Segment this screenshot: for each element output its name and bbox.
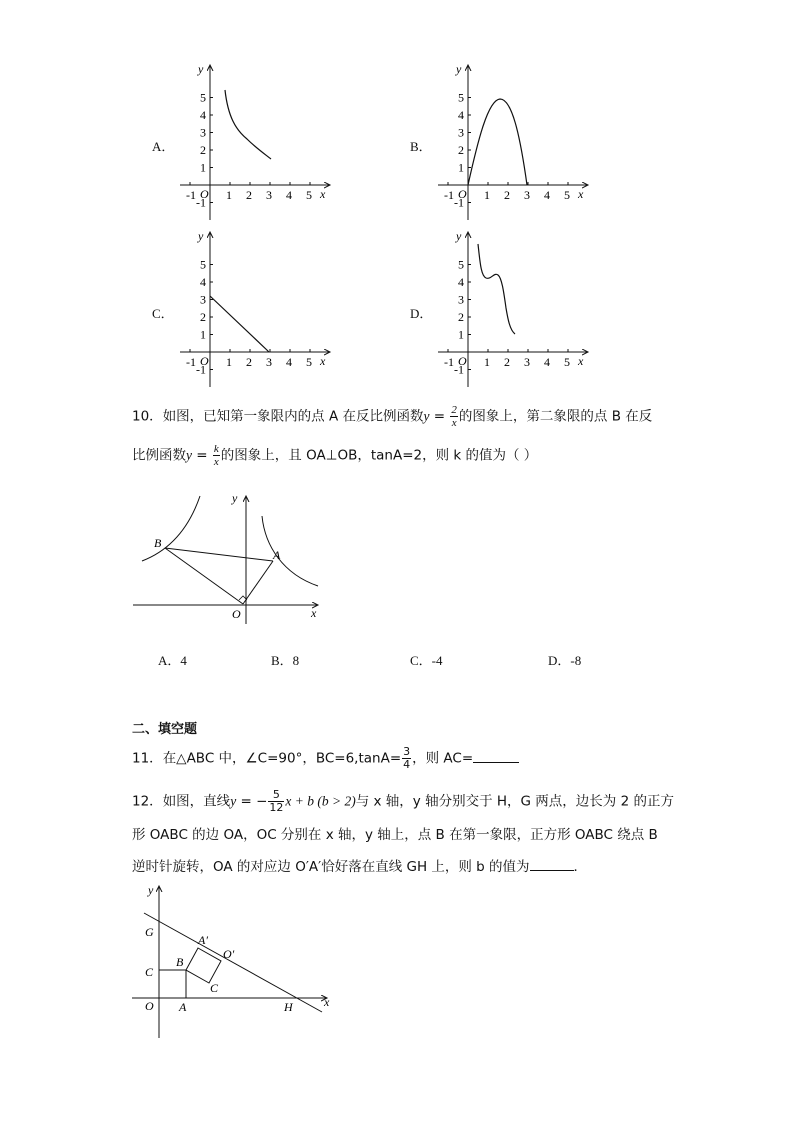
- x-tick-label: 3: [524, 355, 530, 369]
- x-tick-label: 2: [504, 188, 510, 202]
- graph-d: [428, 222, 603, 392]
- x-tick-label: 4: [544, 355, 550, 369]
- q10-label-x: x: [311, 606, 317, 620]
- q12-frac: $\frac{5}{12}$: [269, 788, 284, 814]
- q12-label-y: y: [148, 883, 154, 897]
- q12-line1: 12．如图，直线y = − $\frac{5}{12}$ x + b (b > 2)与 x 轴，y 轴分别交于 H，G 两点，边长为 2 的正方: [132, 788, 674, 814]
- q10-choice-b: B．8: [271, 653, 300, 668]
- q11-line: 11．在△ABC 中，∠C=90°，BC=6,tanA= $\frac{3}{4}$ ，则 AC=: [132, 746, 519, 771]
- x-tick-label: 4: [286, 355, 292, 369]
- section-fill-in-title: 二、填空题: [132, 722, 198, 737]
- origin-label: O: [200, 354, 209, 368]
- y-tick-label: 5: [458, 90, 464, 105]
- x-tick-label: 5: [306, 188, 312, 202]
- x-tick-label: -1: [186, 355, 196, 369]
- y-tick-label: -1: [454, 195, 464, 210]
- q12-figure: [132, 880, 342, 1042]
- q10-label-o: O: [232, 607, 241, 621]
- q10-label-y: y: [232, 491, 238, 505]
- y-axis-label: y: [456, 229, 462, 243]
- x-tick-label: -1: [186, 188, 196, 202]
- q10-choice-a: A．4: [158, 653, 187, 668]
- x-tick-label: 3: [524, 188, 530, 202]
- x-axis-label: x: [320, 187, 326, 201]
- x-tick-label: 1: [226, 188, 232, 202]
- q10-line2: 比例函数y = $\frac{k}{x}$ 的图象上，且 OA⊥OB，tanA=2，则 k 的值为（ ）: [132, 443, 538, 468]
- y-tick-label: 5: [200, 257, 206, 272]
- q12-label-c-prime: C: [210, 981, 219, 995]
- x-tick-label: 2: [246, 188, 252, 202]
- y-axis-label: y: [198, 229, 204, 243]
- graph-b: [428, 55, 603, 225]
- q10-hyperbola-right: [262, 516, 318, 586]
- graph-a-curve: [225, 90, 271, 159]
- x-tick-label: 5: [306, 355, 312, 369]
- graph-c: [170, 222, 345, 392]
- y-tick-label: 4: [458, 275, 464, 289]
- y-tick-label: -1: [196, 362, 206, 377]
- y-tick-label: 4: [200, 108, 206, 122]
- q12-label-c: C: [145, 965, 154, 979]
- y-tick-label: 3: [200, 292, 206, 307]
- y-tick-label: 1: [200, 327, 206, 342]
- graph-b-curve: [468, 99, 527, 185]
- y-axis-label: y: [198, 62, 204, 76]
- x-tick-label: 4: [544, 188, 550, 202]
- y-axis-label: y: [456, 62, 462, 76]
- option-a-label: A．: [152, 139, 175, 154]
- q12-label-a: A: [179, 1000, 187, 1014]
- q12-label-a-prime: A′: [198, 933, 208, 947]
- q10-frac-1: $\frac{2}{x}$: [451, 404, 457, 429]
- y-tick-label: 3: [458, 292, 464, 307]
- y-tick-label: -1: [454, 362, 464, 377]
- q12-line2: 形 OABC 的边 OA，OC 分别在 x 轴，y 轴上，点 B 在第一象限，正方形 OABC 绕点 B: [132, 827, 658, 843]
- x-axis-label: x: [578, 187, 584, 201]
- graph-a: [170, 55, 345, 225]
- x-tick-label: 5: [564, 188, 570, 202]
- x-tick-label: -1: [444, 355, 454, 369]
- y-tick-label: 1: [458, 160, 464, 175]
- option-d-label: D．: [410, 306, 433, 321]
- q12-label-x: x: [324, 995, 330, 1009]
- q12-label-g: G: [145, 925, 154, 939]
- q11-frac: $\frac{3}{4}$: [403, 745, 411, 771]
- graph-c-axes: [180, 229, 330, 387]
- origin-label: O: [458, 187, 467, 201]
- y-tick-label: 4: [200, 275, 206, 289]
- q12-line3: 逆时针旋转，OA 的对应边 O′A′恰好落在直线 GH 上，则 b 的值为 ．: [132, 859, 588, 875]
- y-tick-label: 3: [200, 125, 206, 140]
- q10-segment-oa: [243, 561, 273, 604]
- q12-label-b: B: [176, 955, 184, 969]
- y-tick-label: 1: [458, 327, 464, 342]
- y-tick-label: 4: [458, 108, 464, 122]
- graph-a-axes: [180, 62, 330, 220]
- y-tick-label: 2: [458, 310, 464, 324]
- x-tick-label: 5: [564, 355, 570, 369]
- graph-b-axes: [438, 62, 588, 220]
- x-tick-label: 3: [266, 355, 272, 369]
- q12-label-h: H: [284, 1000, 293, 1014]
- q10-label-a: A: [273, 548, 281, 562]
- q10-choice-d: D．-8: [548, 653, 582, 668]
- x-tick-label: 1: [226, 355, 232, 369]
- q11-answer-blank[interactable]: [473, 750, 519, 763]
- x-tick-label: 3: [266, 188, 272, 202]
- q12-line-gh: [144, 913, 322, 1012]
- x-tick-label: 1: [484, 188, 490, 202]
- y-tick-label: 5: [458, 257, 464, 272]
- option-b-label: B．: [410, 139, 432, 154]
- q12-label-o-prime: O′: [223, 947, 235, 961]
- y-tick-label: -1: [196, 195, 206, 210]
- x-tick-label: -1: [444, 188, 454, 202]
- x-tick-label: 2: [246, 355, 252, 369]
- y-tick-label: 1: [200, 160, 206, 175]
- x-tick-label: 1: [484, 355, 490, 369]
- graph-c-line: [210, 296, 269, 352]
- q10-figure: [128, 486, 328, 626]
- q10-frac-2: $\frac{k}{x}$: [213, 443, 219, 468]
- y-tick-label: 2: [458, 143, 464, 157]
- graph-d-axes: [438, 229, 588, 387]
- option-c-label: C．: [152, 306, 174, 321]
- y-tick-label: 5: [200, 90, 206, 105]
- y-tick-label: 2: [200, 143, 206, 157]
- x-tick-label: 4: [286, 188, 292, 202]
- x-tick-label: 2: [504, 355, 510, 369]
- origin-label: O: [458, 354, 467, 368]
- x-axis-label: x: [320, 354, 326, 368]
- origin-label: O: [200, 187, 209, 201]
- x-axis-label: x: [578, 354, 584, 368]
- q10-label-b: B: [154, 536, 162, 550]
- q10-line1: 10．如图，已知第一象限内的点 A 在反比例函数y = $\frac{2}{x}$ 的图象上，第二象限的点 B 在反: [132, 404, 653, 429]
- q10-choice-c: C．-4: [410, 653, 443, 668]
- graph-d-curve: [478, 244, 515, 334]
- q12-answer-blank[interactable]: [530, 858, 574, 871]
- y-tick-label: 2: [200, 310, 206, 324]
- q12-label-o: O: [145, 999, 154, 1013]
- q12-square-oabc: [159, 970, 186, 998]
- y-tick-label: 3: [458, 125, 464, 140]
